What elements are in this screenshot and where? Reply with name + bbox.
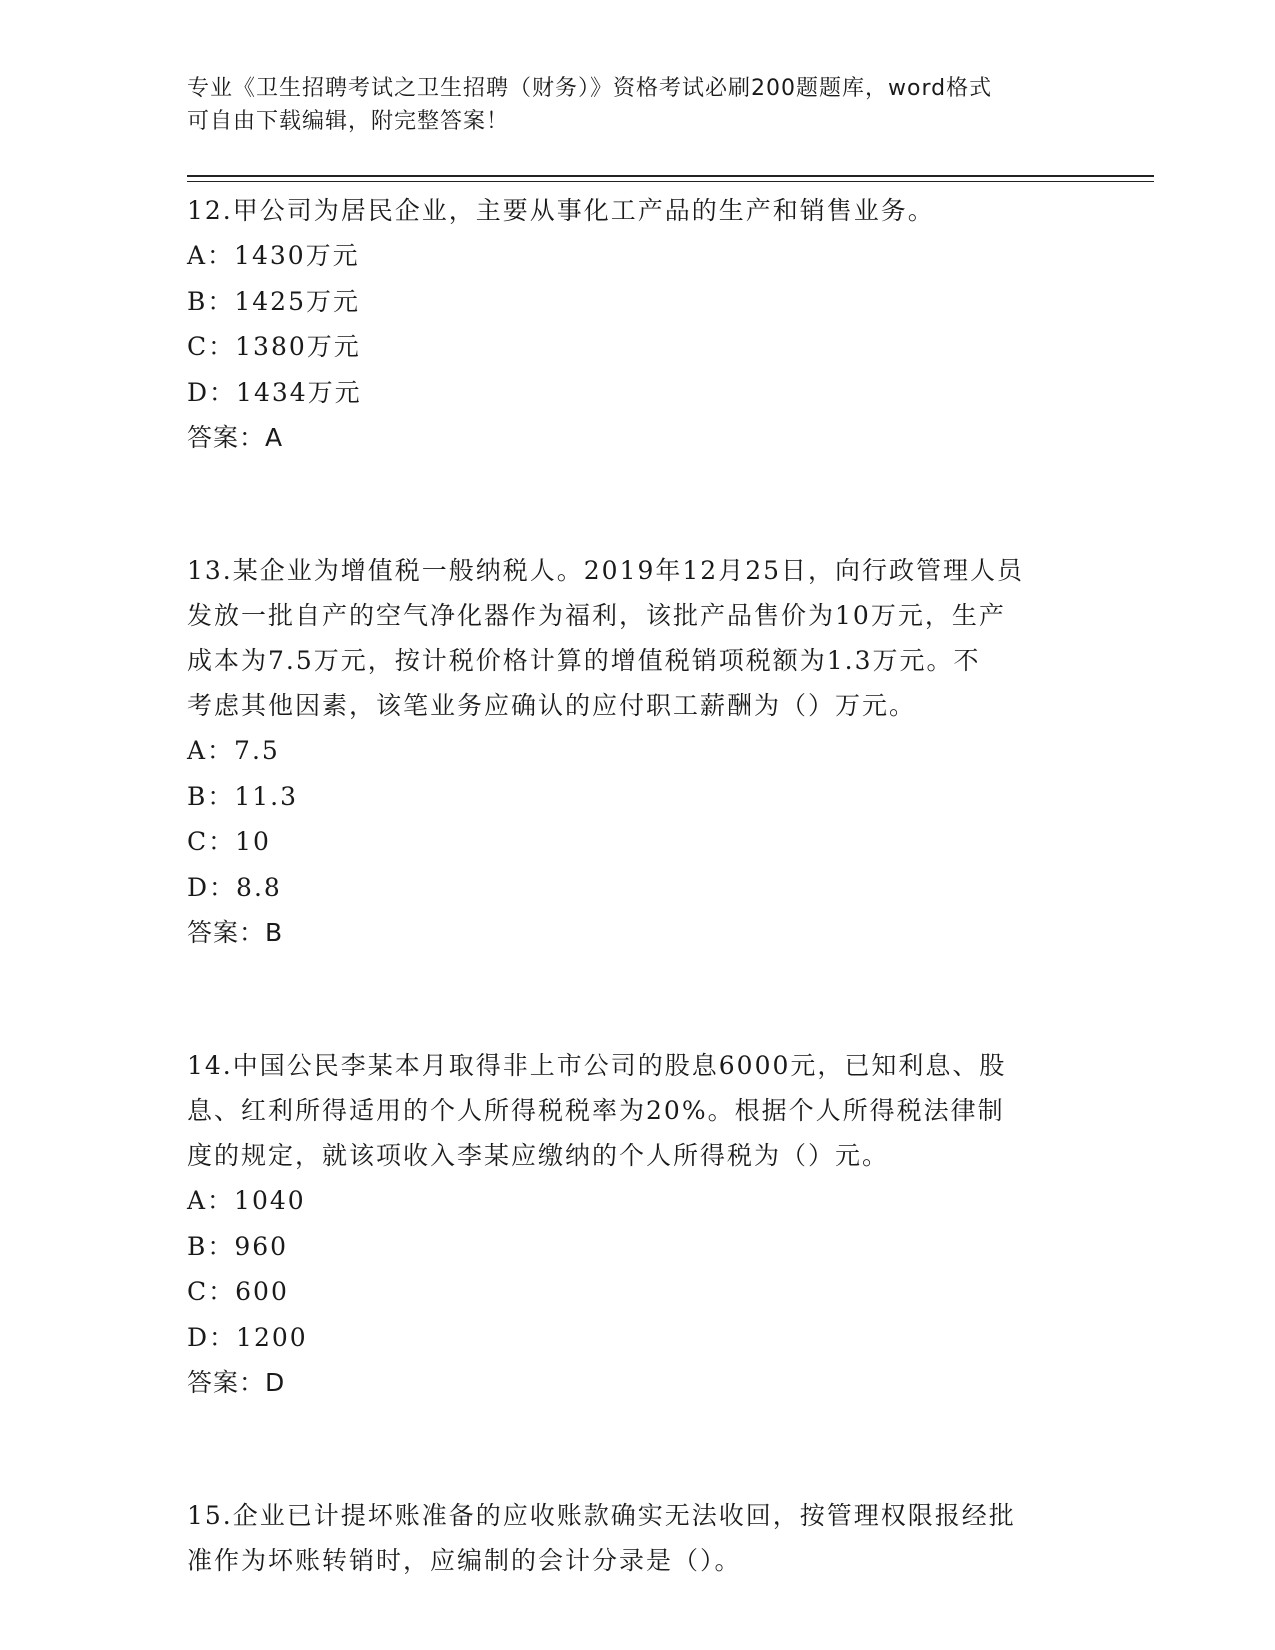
answer-option: D：1434万元 — [187, 377, 362, 407]
answer-option: A：1040 — [187, 1186, 306, 1215]
answer-key: 答案：D — [187, 1368, 286, 1397]
question-text-line: 12.甲公司为居民企业，主要从事化工产品的生产和销售业务。 — [187, 196, 935, 225]
answer-key: 答案：B — [187, 918, 284, 947]
answer-option: A：7.5 — [187, 736, 280, 765]
answer-option: C：600 — [187, 1277, 289, 1306]
question-block — [187, 548, 1087, 956]
answer-option: B：1425万元 — [187, 286, 360, 316]
answer-option: D：8.8 — [187, 872, 282, 902]
question-text-line: 息、红利所得适用的个人所得税税率为20%。根据个人所得税法律制 — [187, 1096, 1005, 1125]
question-block — [187, 1493, 1087, 1583]
answer-option: B：960 — [187, 1231, 289, 1261]
question-text-line: 考虑其他因素，该笔业务应确认的应付职工薪酬为（）万元。 — [187, 691, 917, 720]
question-block — [187, 188, 1087, 461]
question-text-line: 度的规定，就该项收入李某应缴纳的个人所得税为（）元。 — [187, 1141, 890, 1170]
header-rule-thin — [187, 181, 1154, 182]
question-block — [187, 1043, 1087, 1406]
question-text-line: 14.中国公民李某本月取得非上市公司的股息6000元，已知利息、股 — [187, 1051, 1007, 1080]
question-text-line: 准作为坏账转销时，应编制的会计分录是（）。 — [187, 1546, 742, 1575]
question-list — [187, 188, 1087, 1583]
question-text-line: 成本为7.5万元，按计税价格计算的增值税销项税额为1.3万元。不 — [187, 646, 981, 675]
answer-option: C：10 — [187, 827, 271, 856]
document-header — [187, 72, 1087, 138]
answer-option: A：1430万元 — [187, 241, 360, 270]
answer-option: B：11.3 — [187, 781, 299, 811]
answer-option: D：1200 — [187, 1322, 308, 1352]
question-text-line: 13.某企业为增值税一般纳税人。2019年12月25日，向行政管理人员 — [187, 556, 1025, 585]
answer-option: C：1380万元 — [187, 332, 361, 361]
question-text-line: 发放一批自产的空气净化器作为福利，该批产品售价为10万元，生产 — [187, 601, 1006, 630]
header-line-2: 可自由下载编辑，附完整答案！ — [187, 109, 510, 134]
header-line-1: 专业《卫生招聘考试之卫生招聘（财务）》资格考试必刷200题题库，word格式 — [187, 76, 993, 101]
header-rule-thick — [187, 175, 1154, 177]
answer-key: 答案：A — [187, 423, 284, 452]
question-text-line: 15.企业已计提坏账准备的应收账款确实无法收回，按管理权限报经批 — [187, 1501, 1016, 1530]
